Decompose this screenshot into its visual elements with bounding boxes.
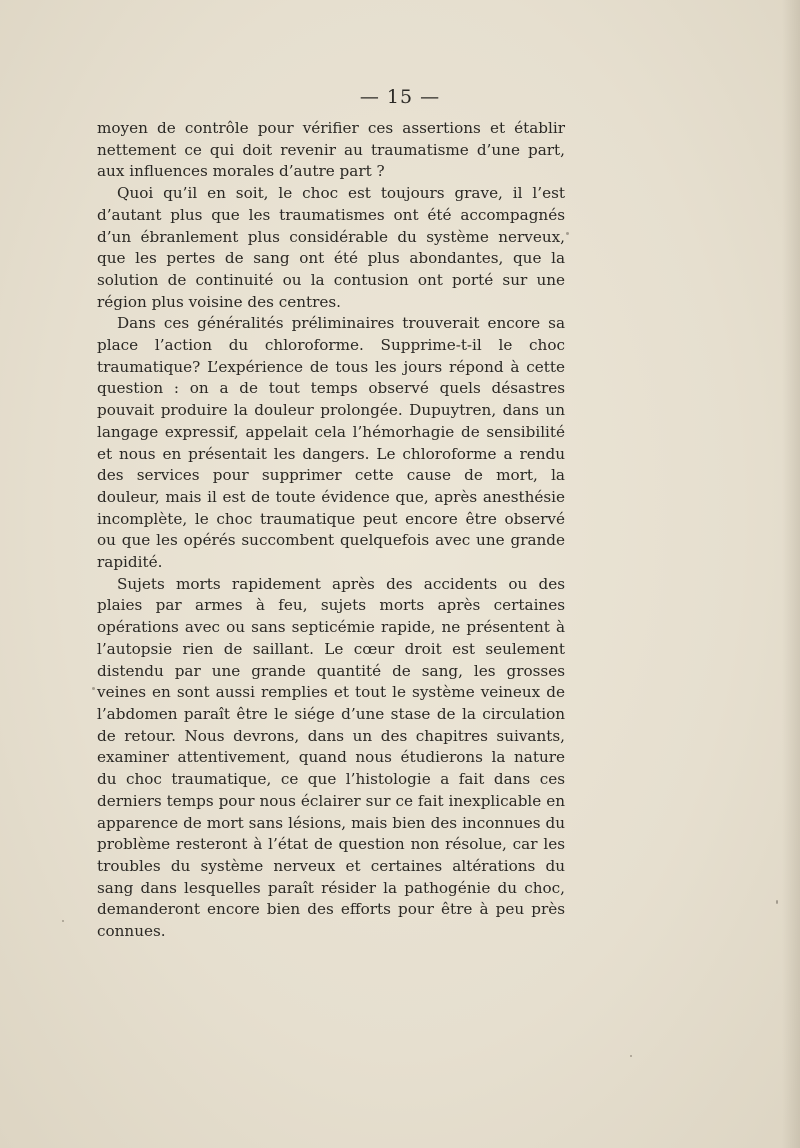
main-text (97, 118, 565, 943)
page-edge-shadow (782, 0, 800, 1148)
paper-speck (630, 1055, 632, 1057)
paper-speck (62, 920, 64, 922)
paper-speck (566, 232, 569, 235)
paragraph-1: moyen de contrôle pour vérifier ces assertions et établir nettement ce qui doit revenir au traumatisme d’une part, aux influences morales d’autre part ? (97, 119, 565, 181)
paper-speck (92, 687, 95, 690)
paragraph-2: Quoi qu’il en soit, le choc est toujours grave, il l’est d’autant plus que les traumatismes ont été accompagnés d’un ébranlement plus considérable du système nerveux, que les pertes de sang ont été plus abondantes, que la solution de continuité ou la contusion ont porté sur une région plus voisine des centres. (97, 184, 565, 311)
paper-speck (776, 900, 778, 904)
page-number: — 15 — (359, 86, 441, 108)
paragraph-3: Dans ces généralités préliminaires trouverait encore sa place l’action du chloroforme. Supprime-t-il le choc traumatique? L’expérience de tous les jours répond à cette question : on a de tout temps observé quels désastres pouvait produire la douleur prolongée. Dupuytren, dans un langage expressif, appelait cela l’hémorhagie de sensibilité et nous en présentait les dangers. Le chloroforme a rendu des services pour supprimer cette cause de mort, la douleur, mais il est de toute évidence que, après anesthésie incomplète, le choc traumatique peut encore être observé ou que les opérés succombent quelquefois avec une grande rapidité. (97, 314, 565, 572)
paragraph-4: Sujets morts rapidement après des accidents ou des plaies par armes à feu, sujets morts après certaines opérations avec ou sans septicémie rapide, ne présentent à l’autopsie rien de saillant. Le cœur droit est seulement distendu par une grande quantité de sang, les grosses veines en sont aussi remplies et tout le système veineux de l’abdomen paraît être le siége d’une stase de la circulation de retour. Nous devrons, dans un des chapitres suivants, examiner attentivement, quand nous étudierons la nature du choc traumatique, ce que l’histologie a fait dans ces derniers temps pour nous éclairer sur ce fait inexplicable en apparence de mort sans lésions, mais bien des inconnues du problème resteront à l’état de question non résolue, car les troubles du système nerveux et certaines altérations du sang dans lesquelles paraît résider la pathogénie du choc, demanderont encore bien des efforts pour être à peu près connues. (97, 574, 565, 941)
